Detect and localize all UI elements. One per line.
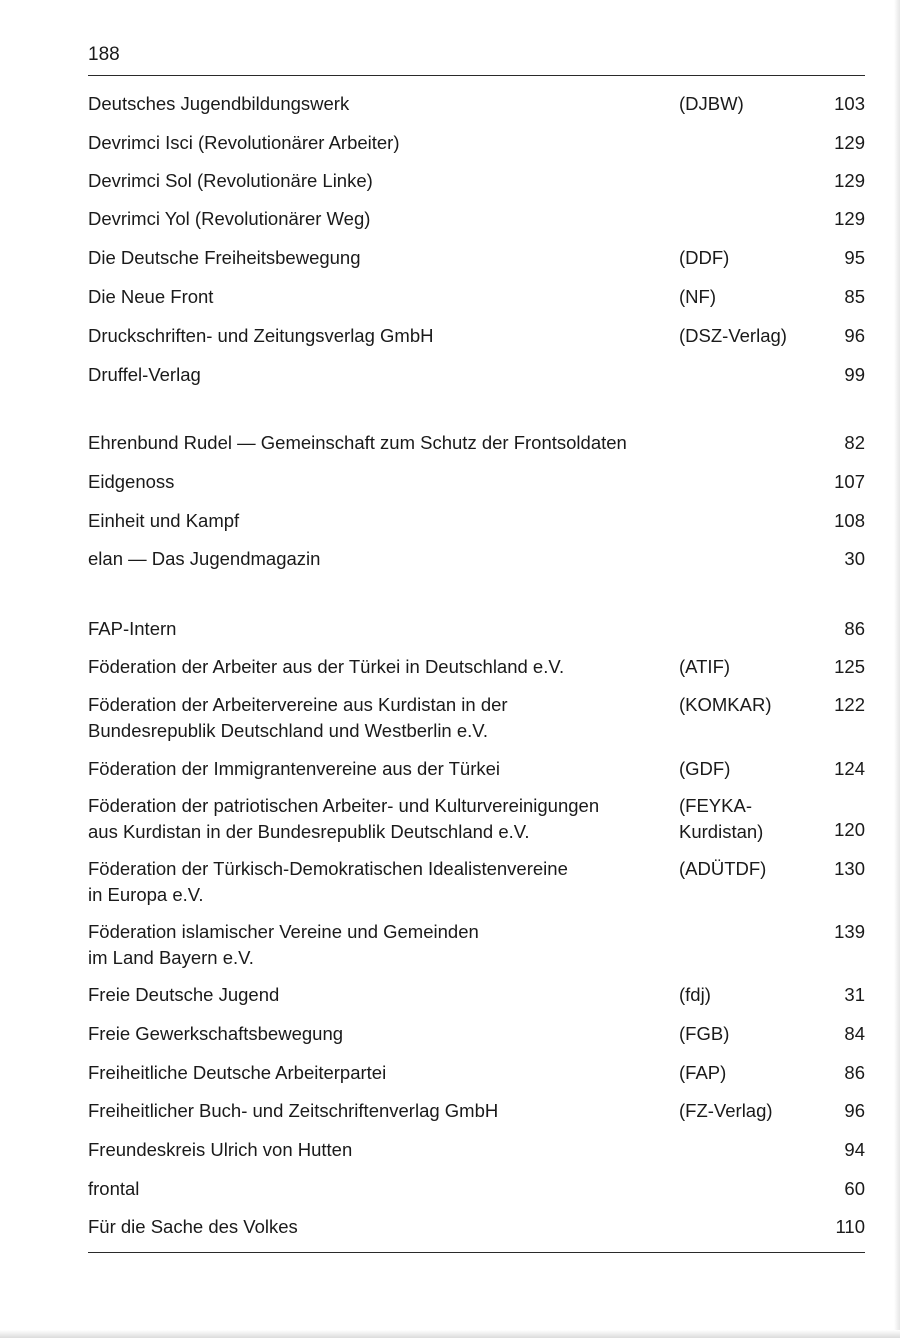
- entry-name: Druckschriften- und Zeitungsverlag GmbH: [88, 325, 434, 346]
- entry-page: 86: [844, 1062, 865, 1083]
- entry-name: Für die Sache des Volkes: [88, 1216, 298, 1237]
- index-entry: [88, 654, 865, 680]
- entry-page: 84: [844, 1023, 865, 1044]
- entry-page: 96: [844, 1100, 865, 1121]
- entry-page: 82: [844, 432, 865, 453]
- entry-abbreviation: (ATIF): [679, 656, 731, 677]
- entry-name: Ehrenbund Rudel — Gemeinschaft zum Schutz der Frontsoldaten: [88, 432, 627, 453]
- page-edge-shadow: [894, 0, 900, 1338]
- entry-name: elan — Das Jugendmagazin: [88, 548, 321, 569]
- entry-page: 99: [844, 364, 865, 385]
- index-entry: [88, 1021, 865, 1047]
- entry-name: Freie Gewerkschaftsbewegung: [88, 1023, 344, 1044]
- entry-name: Föderation der Arbeitervereine aus Kurdistan in der Bundesrepublik Deutschland und Westberlin e.V.: [88, 694, 508, 741]
- index-entry: [88, 546, 865, 572]
- entry-page: 108: [834, 510, 865, 531]
- index-entry: [88, 206, 865, 232]
- entry-name: Devrimci Yol (Revolutionärer Weg): [88, 208, 371, 229]
- entry-page: 125: [834, 656, 865, 677]
- index-entry: [88, 1137, 865, 1163]
- entry-abbreviation: (NF): [679, 286, 716, 307]
- entry-page: 94: [844, 1139, 865, 1160]
- entry-name: Freiheitlicher Buch- und Zeitschriftenverlag GmbH: [88, 1100, 499, 1121]
- entry-abbreviation: (FAP): [679, 1062, 727, 1083]
- entry-name: Devrimci Sol (Revolutionäre Linke): [88, 170, 373, 191]
- entry-page: 120: [834, 819, 865, 840]
- index-entry: [88, 508, 865, 534]
- index-entry: [88, 130, 865, 156]
- page-number: 188: [88, 44, 120, 65]
- entry-name: Freundeskreis Ulrich von Hutten: [88, 1139, 353, 1160]
- index-entry: [88, 756, 865, 782]
- entry-page: 129: [834, 132, 865, 153]
- entry-page: 107: [834, 471, 865, 492]
- entry-page: 86: [844, 618, 865, 639]
- index-entry: [88, 430, 865, 456]
- index-entry: [88, 362, 865, 388]
- entry-abbreviation: (DJBW): [679, 93, 744, 114]
- index-entry: [88, 1098, 865, 1124]
- entry-page: 85: [844, 286, 865, 307]
- top-rule: [88, 75, 865, 76]
- index-entry: [88, 1214, 865, 1240]
- index-entry: [88, 919, 865, 968]
- entry-name: Föderation islamischer Vereine und Gemeinden im Land Bayern e.V.: [88, 921, 479, 968]
- entry-name: Föderation der Türkisch-Demokratischen Idealistenvereine in Europa e.V.: [88, 858, 568, 905]
- index-entry: [88, 692, 865, 741]
- index-entry: [88, 91, 865, 117]
- entry-name: Föderation der Arbeiter aus der Türkei in Deutschland e.V.: [88, 656, 565, 677]
- entry-abbreviation: (fdj): [679, 984, 711, 1005]
- entry-page: 122: [834, 694, 865, 715]
- entry-abbreviation: (KOMKAR): [679, 694, 772, 715]
- entry-page: 95: [844, 247, 865, 268]
- entry-abbreviation: (FGB): [679, 1023, 730, 1044]
- index-entry: [88, 982, 865, 1008]
- index-entry: [88, 1176, 865, 1202]
- entry-abbreviation: (ADÜTDF): [679, 858, 767, 879]
- entry-name: Föderation der Immigrantenvereine aus der Türkei: [88, 758, 501, 779]
- entry-page: 129: [834, 170, 865, 191]
- entry-name: Devrimci Isci (Revolutionärer Arbeiter): [88, 132, 400, 153]
- entry-abbreviation: (FEYKA- Kurdistan): [679, 795, 764, 842]
- entry-name: Freiheitliche Deutsche Arbeiterpartei: [88, 1062, 387, 1083]
- page-bottom-shadow: [0, 1330, 900, 1338]
- index-entry: [88, 856, 865, 905]
- entry-page: 130: [834, 858, 865, 879]
- bottom-rule: [88, 1252, 865, 1253]
- entry-abbreviation: (DSZ-Verlag): [679, 325, 787, 346]
- entry-page: 103: [834, 93, 865, 114]
- entry-abbreviation: (FZ-Verlag): [679, 1100, 773, 1121]
- entry-name: frontal: [88, 1178, 140, 1199]
- entry-name: Freie Deutsche Jugend: [88, 984, 280, 1005]
- entry-name: Einheit und Kampf: [88, 510, 240, 531]
- index-entry: [88, 168, 865, 194]
- entry-page: 129: [834, 208, 865, 229]
- entry-name: Deutsches Jugendbildungswerk: [88, 93, 350, 114]
- index-entry: [88, 469, 865, 495]
- index-entry: [88, 793, 865, 842]
- entry-page: 31: [844, 984, 865, 1005]
- entry-name: Eidgenoss: [88, 471, 175, 492]
- entry-page: 139: [834, 921, 865, 942]
- entry-abbreviation: (DDF): [679, 247, 730, 268]
- index-entry: [88, 1060, 865, 1086]
- entry-name: FAP-Intern: [88, 618, 177, 639]
- index-entry: [88, 245, 865, 271]
- index-entry: [88, 323, 865, 349]
- entry-page: 60: [844, 1178, 865, 1199]
- entry-page: 30: [844, 548, 865, 569]
- entry-name: Föderation der patriotischen Arbeiter- und Kulturvereinigungen aus Kurdistan in der Bundesrepublik Deutschland e.V.: [88, 795, 600, 842]
- entry-name: Druffel-Verlag: [88, 364, 201, 385]
- index-entry: [88, 284, 865, 310]
- entry-page: 96: [844, 325, 865, 346]
- entry-name: Die Neue Front: [88, 286, 214, 307]
- entry-page: 110: [835, 1216, 865, 1237]
- index-entry: [88, 616, 865, 642]
- entry-name: Die Deutsche Freiheitsbewegung: [88, 247, 361, 268]
- entry-abbreviation: (GDF): [679, 758, 731, 779]
- entry-page: 124: [834, 758, 865, 779]
